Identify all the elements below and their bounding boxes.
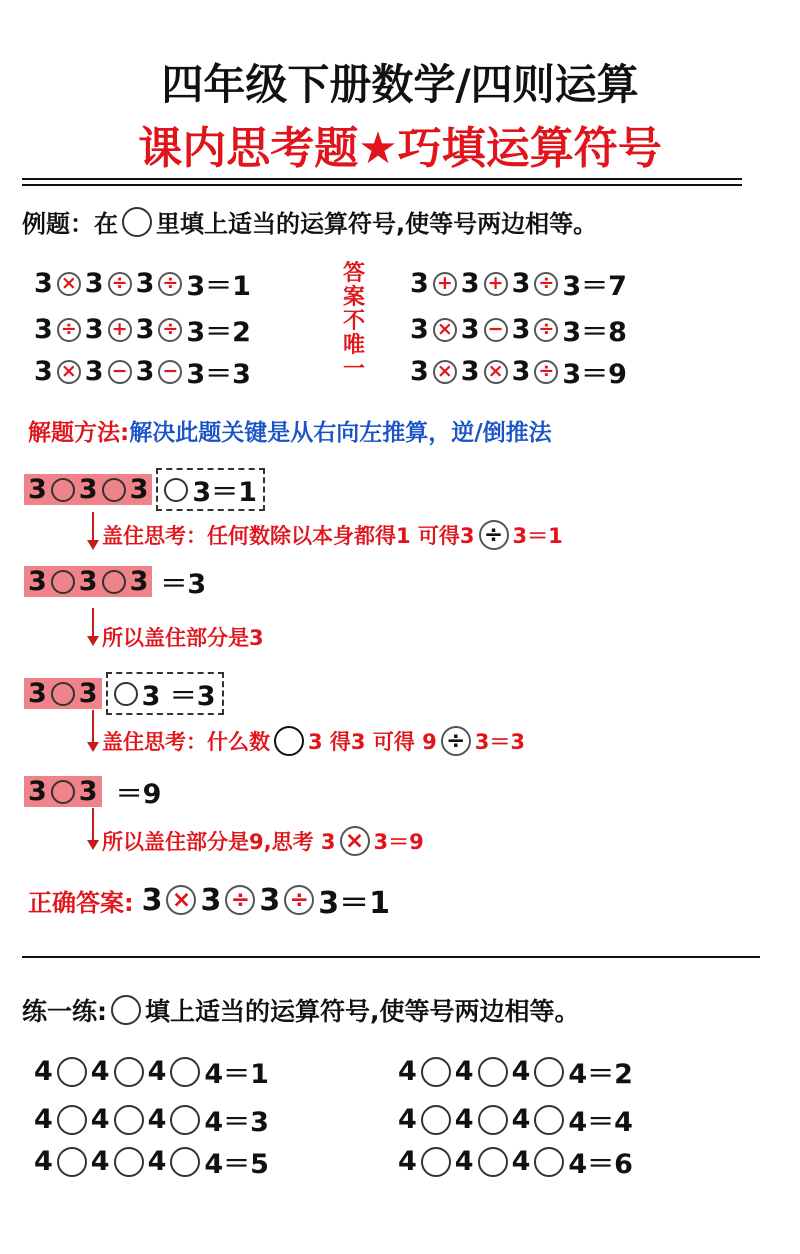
step-4-note: 所以盖住部分是9,思考 3 × 3＝9 bbox=[102, 827, 424, 854]
operator-icon: × bbox=[166, 885, 196, 915]
equation-result: 3＝2 bbox=[186, 317, 251, 348]
step-3-equation bbox=[24, 672, 224, 715]
example-equation: 3 × 3 − 3 ÷ 3＝8 bbox=[410, 310, 627, 349]
example-equation: 3 × 3 × 3 ÷ 3＝9 bbox=[410, 352, 627, 391]
step-1-equation bbox=[24, 468, 265, 511]
correct-answer: 正确答案: 3 × 3 ÷ 3 ÷ 3＝1 bbox=[28, 878, 390, 922]
practice-equation: 4 4 4 4＝3 bbox=[34, 1104, 269, 1138]
covered-part: 3 3 3 bbox=[24, 566, 152, 597]
example-equation: 3 × 3 ÷ 3 ÷ 3＝1 bbox=[34, 264, 251, 303]
method-text: 解决此题关键是从右向左推算，逆/倒推法 bbox=[129, 420, 552, 446]
equation-result: 3＝1 bbox=[186, 271, 251, 302]
practice-equation: 4 4 4 4＝1 bbox=[34, 1056, 269, 1090]
page-subtitle: 课内思考题★巧填运算符号 bbox=[138, 123, 662, 174]
example-equation: 3 × 3 − 3 − 3＝3 bbox=[34, 352, 251, 391]
operator-icon: × bbox=[433, 318, 457, 342]
covered-part: 3 3 3 bbox=[24, 474, 152, 505]
multiply-icon: × bbox=[340, 826, 370, 856]
example-heading-label: 例题：在 bbox=[22, 210, 118, 238]
focus-box: 3 ＝3 bbox=[106, 672, 224, 715]
operator-icon: ÷ bbox=[57, 318, 81, 342]
example-equation: 3 + 3 + 3 ÷ 3＝7 bbox=[410, 264, 627, 303]
down-arrow-icon bbox=[92, 710, 94, 750]
operator-icon: × bbox=[57, 272, 81, 296]
practice-equation: 4 4 4 4＝5 bbox=[34, 1146, 269, 1180]
practice-heading bbox=[22, 992, 580, 1028]
operator-icon: ÷ bbox=[534, 360, 558, 384]
operator-icon: ÷ bbox=[108, 272, 132, 296]
divider bbox=[22, 956, 760, 958]
operator-icon: + bbox=[108, 318, 132, 342]
blank-circle-icon bbox=[111, 995, 141, 1025]
down-arrow-icon bbox=[92, 512, 94, 548]
practice-equation: 4 4 4 4＝6 bbox=[398, 1146, 633, 1180]
operator-icon: − bbox=[484, 318, 508, 342]
operator-icon: ÷ bbox=[534, 272, 558, 296]
divide-icon: ÷ bbox=[441, 726, 471, 756]
equation-result: 3＝1 bbox=[318, 886, 390, 921]
method-label: 解题方法: bbox=[28, 420, 130, 446]
practice-equation: 4 4 4 4＝2 bbox=[398, 1056, 633, 1090]
operator-icon: + bbox=[484, 272, 508, 296]
solution-method bbox=[28, 414, 552, 447]
operator-icon: + bbox=[433, 272, 457, 296]
focus-box: 3＝1 bbox=[156, 468, 265, 511]
example-heading bbox=[22, 204, 597, 239]
equation-result: 3＝3 bbox=[186, 359, 251, 390]
practice-heading-text: 填上适当的运算符号,使等号两边相等。 bbox=[145, 997, 580, 1026]
operator-icon: − bbox=[158, 360, 182, 384]
operator-icon: × bbox=[57, 360, 81, 384]
equation-result: 3＝8 bbox=[562, 317, 627, 348]
practice-equation: 4 4 4 4＝4 bbox=[398, 1104, 633, 1138]
example-equation: 3 ÷ 3 + 3 ÷ 3＝2 bbox=[34, 310, 251, 349]
divider bbox=[22, 178, 742, 180]
equation-result: 3＝7 bbox=[562, 271, 627, 302]
page-title: 四年级下册数学/四则运算 bbox=[161, 60, 639, 109]
answer-not-unique-note: 答 案 不 唯 一 bbox=[342, 261, 365, 382]
divider bbox=[22, 184, 742, 186]
practice-label: 练一练: bbox=[22, 997, 107, 1026]
operator-icon: ÷ bbox=[284, 885, 314, 915]
operator-icon: ÷ bbox=[158, 272, 182, 296]
blank-circle-icon bbox=[122, 207, 152, 237]
covered-part: 3 3 bbox=[24, 678, 102, 709]
equation-result: 3＝9 bbox=[562, 359, 627, 390]
operator-icon: × bbox=[484, 360, 508, 384]
covered-part: 3 3 bbox=[24, 776, 102, 807]
operator-icon: ÷ bbox=[225, 885, 255, 915]
down-arrow-icon bbox=[92, 608, 94, 644]
step-3-note: 盖住思考：什么数 3 得3 可得 9 ÷ 3＝3 bbox=[102, 727, 526, 754]
step-4-equation: 3 3 ＝9 bbox=[24, 772, 161, 811]
operator-icon: ÷ bbox=[534, 318, 558, 342]
operator-icon: ÷ bbox=[158, 318, 182, 342]
divide-icon: ÷ bbox=[479, 520, 509, 550]
answer-label: 正确答案: bbox=[28, 888, 134, 917]
step-2-equation: 3 3 3 ＝3 bbox=[24, 562, 206, 601]
step-2-note: 所以盖住部分是3 bbox=[102, 626, 264, 650]
example-heading-text: 里填上适当的运算符号,使等号两边相等。 bbox=[156, 210, 598, 238]
operator-icon: × bbox=[433, 360, 457, 384]
down-arrow-icon bbox=[92, 808, 94, 848]
operator-icon: − bbox=[108, 360, 132, 384]
step-1-note: 盖住思考：任何数除以本身都得1 可得3 ÷ 3＝1 bbox=[102, 521, 563, 548]
